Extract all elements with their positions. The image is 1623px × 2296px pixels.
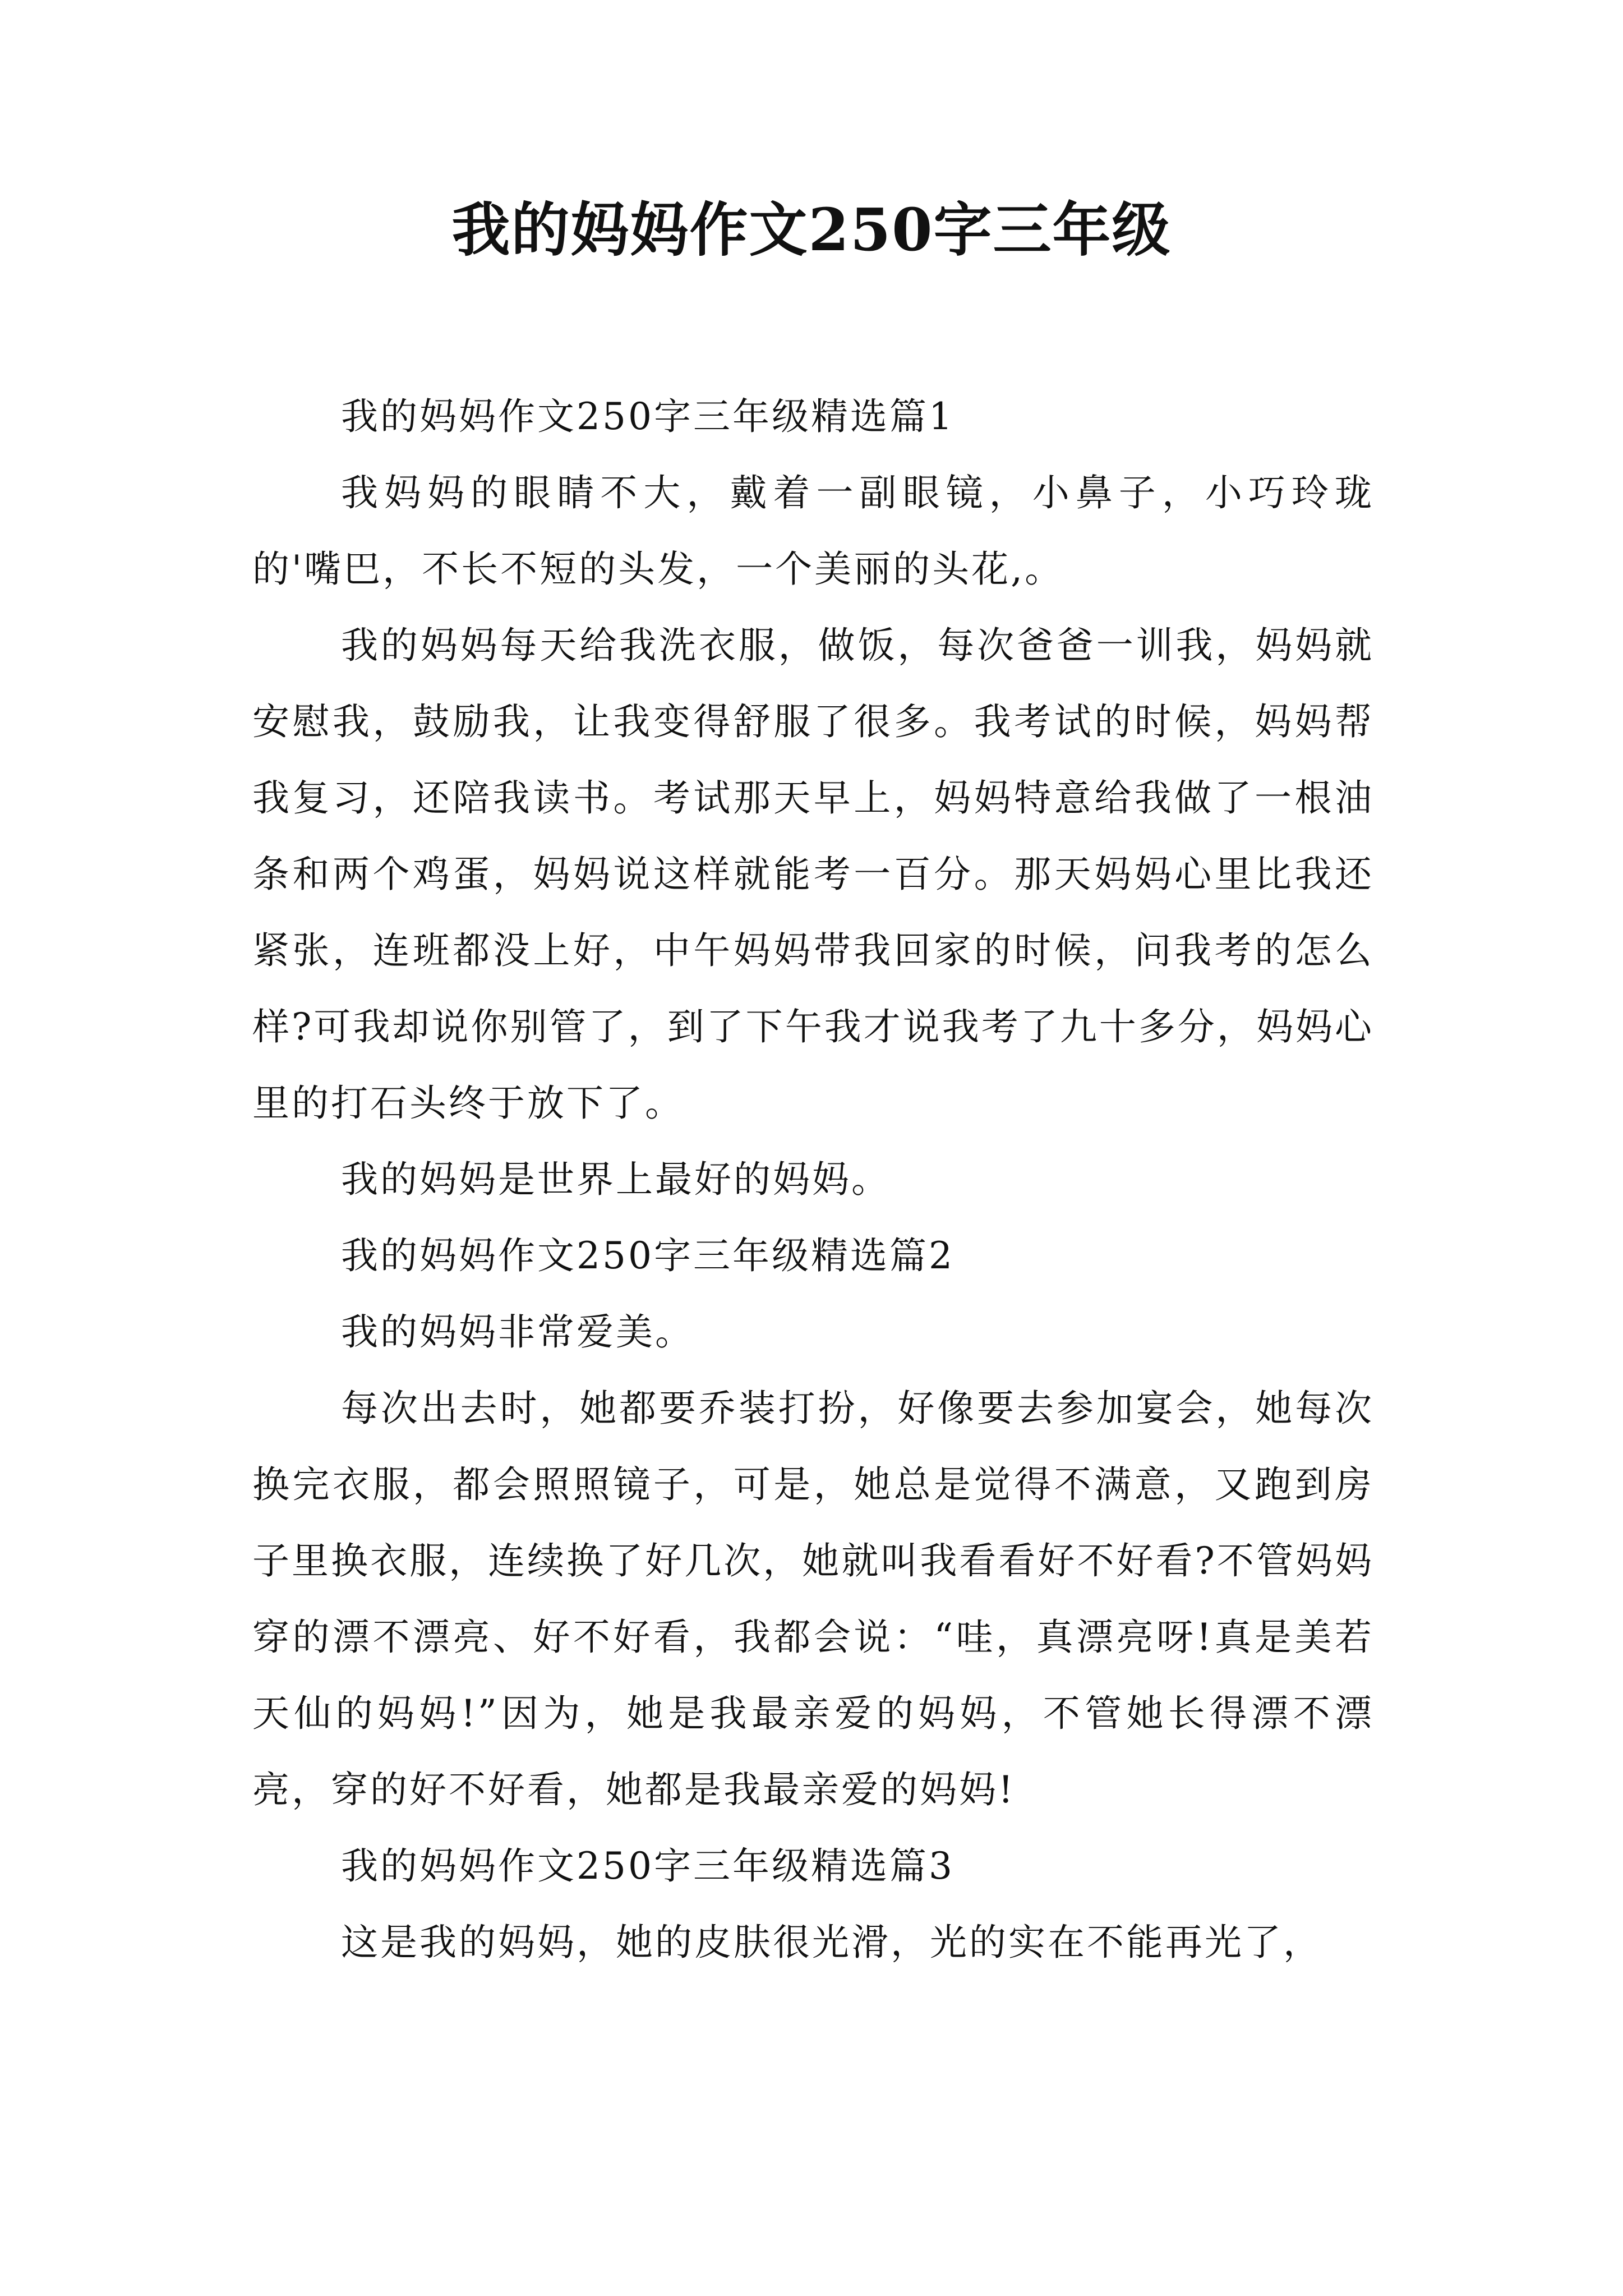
section-heading-2: 我的妈妈作文250字三年级精选篇2 <box>341 1234 955 1277</box>
document-title: 我的妈妈作文250字三年级 <box>451 195 1172 264</box>
paragraph: 我的妈妈是世界上最好的妈妈。 <box>341 1158 891 1201</box>
section-heading-1: 我的妈妈作文250字三年级精选篇1 <box>341 395 955 438</box>
paragraph: 我的妈妈每天给我洗衣服，做饭，每次爸爸一训我，妈妈就安慰我，鼓励我，让我变得舒服了很多。我考试的时候，妈妈帮我复习，还陪我读书。考试那天早上，妈妈特意给我做了一根油条和两个鸡蛋，妈妈说这样就能考一百分。那天妈妈心里比我还紧张，连班都没上好，中午妈妈带我回家的时候，问我考的怎么样?可我却说你别管了，到了下午我才说我考了九十多分，妈妈心里的打石头终于放下了。 <box>252 624 1374 1125</box>
paragraph: 我妈妈的眼睛不大，戴着一副眼镜，小鼻子，小巧玲珑的'嘴巴，不长不短的头发，一个美丽的头花,。 <box>252 471 1374 591</box>
paragraph: 我的妈妈非常爱美。 <box>341 1310 694 1354</box>
paragraph: 这是我的妈妈，她的皮肤很光滑，光的实在不能再光了， <box>341 1921 1322 1964</box>
document-body <box>252 379 1374 1981</box>
section-heading-3: 我的妈妈作文250字三年级精选篇3 <box>341 1844 955 1888</box>
paragraph: 每次出去时，她都要乔装打扮，好像要去参加宴会，她每次换完衣服，都会照照镜子，可是，她总是觉得不满意，又跑到房子里换衣服，连续换了好几次，她就叫我看看好不好看?不管妈妈穿的漂不漂亮、好不好看，我都会说：“哇，真漂亮呀!真是美若天仙的妈妈!”因为，她是我最亲爱的妈妈，不管她长得漂不漂亮，穿的好不好看，她都是我最亲爱的妈妈! <box>252 1387 1374 1811</box>
